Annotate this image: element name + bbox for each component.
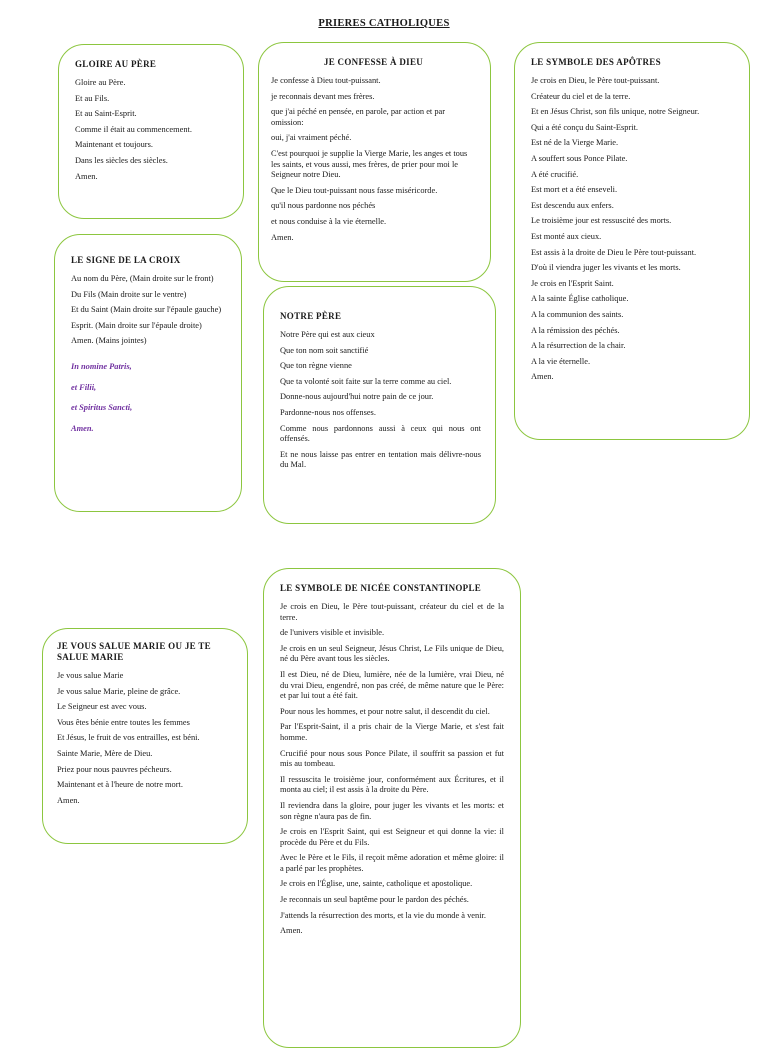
prayer-line: A la vie éternelle. <box>531 356 591 366</box>
prayer-line: Que le Dieu tout-puissant nous fasse miséricorde. <box>271 185 438 195</box>
prayer-line: Amen. <box>271 232 294 242</box>
prayer-line: Il est Dieu, né de Dieu, lumière, née de la lumière, vrai Dieu, né du vrai Dieu, engendré, non pas créé, de même nature que le Père: et par lui tout a été fait. <box>280 669 504 701</box>
prayer-line: Pour nous les hommes, et pour notre salut, il descendit du ciel. <box>280 706 490 716</box>
prayer-line: Qui a été conçu du Saint-Esprit. <box>531 122 638 132</box>
prayer-line: Il reviendra dans la gloire, pour juger les vivants et les morts: et son règne n'aura pas de fin. <box>280 800 504 821</box>
latin-line: In nomine Patris, <box>71 361 132 371</box>
prayer-line: Par l'Esprit-Saint, il a pris chair de la Vierge Marie, et s'est fait homme. <box>280 722 504 742</box>
prayer-line: Amen. <box>57 795 80 805</box>
prayer-line: qu'il nous pardonne nos péchés <box>271 201 376 211</box>
prayer-line: Pardonne-nous nos offenses. <box>280 407 376 417</box>
prayer-line: Je vous salue Marie <box>57 671 124 680</box>
prayer-line: Et en Jésus Christ, son fils unique, notre Seigneur. <box>531 107 700 117</box>
latin-line: et Filii, <box>71 382 97 392</box>
prayer-line: Comme nous pardonnons aussi à ceux qui nous ont offensés. <box>280 423 481 444</box>
prayer-line: Est descendu aux enfers. <box>531 200 614 210</box>
prayer-line: Je reconnais un seul baptême pour le pardon des péchés. <box>280 895 469 905</box>
prayer-line: C'est pourquoi je supplie la Vierge Marie, les anges et tous les saints, et vous aussi, mes frères, de prier pour moi le Seigneur notre Dieu. <box>271 148 468 180</box>
prayer-line: Du Fils (Main droite sur le ventre) <box>71 289 187 299</box>
prayer-line: Maintenant et à l'heure de notre mort. <box>57 780 183 790</box>
card-title: LE SYMBOLE DE NICÉE CONSTANTINOPLE <box>280 583 482 593</box>
prayer-line: A la communion des saints. <box>531 309 624 319</box>
prayer-line: A la résurrection de la chair. <box>531 341 626 351</box>
prayer-line: Amen. <box>531 372 554 382</box>
prayer-line: Amen. <box>75 171 98 181</box>
card-title: LE SYMBOLE DES APÔTRES <box>531 57 661 67</box>
card-title: NOTRE PÈRE <box>280 311 342 321</box>
prayer-line: Vous êtes bénie entre toutes les femmes <box>57 717 190 727</box>
prayer-line: Je crois en l'Esprit Saint. <box>531 278 614 288</box>
prayer-line: Comme il était au commencement. <box>75 124 192 134</box>
prayer-line: Que ta volonté soit faite sur la terre comme au ciel. <box>280 376 452 386</box>
prayer-line: A été crucifié. <box>531 169 579 179</box>
prayer-line: que j'ai péché en pensée, en parole, par action et par omission: <box>271 107 446 127</box>
prayer-line: Je crois en Dieu, le Père tout-puissant. <box>531 76 660 85</box>
prayer-line: Est assis à la droite de Dieu le Père tout-puissant. <box>531 247 697 257</box>
card-title: GLOIRE AU PÈRE <box>75 59 157 69</box>
gloire-au-pere-card <box>58 44 244 219</box>
prayer-line: Le troisième jour est ressuscité des morts. <box>531 216 672 226</box>
prayer-line: Esprit. (Main droite sur l'épaule droite) <box>71 320 202 330</box>
prayer-line: Est mort et a été enseveli. <box>531 185 618 195</box>
prayer-line: Je crois en l'Église, une, sainte, catholique et apostolique. <box>280 879 473 889</box>
prayer-line: Notre Père qui est aux cieux <box>280 330 375 339</box>
prayer-line: Dans les siècles des siècles. <box>75 155 168 165</box>
prayer-line: je reconnais devant mes frères. <box>271 91 375 101</box>
prayer-line: D'où il viendra juger les vivants et les morts. <box>531 263 681 273</box>
latin-line: et Spiritus Sancti, <box>71 403 133 413</box>
prayer-line: J'attends la résurrection des morts, et la vie du monde à venir. <box>280 910 486 920</box>
prayer-line: Que ton nom soit sanctifié <box>280 345 369 355</box>
prayer-line: A souffert sous Ponce Pilate. <box>531 153 628 163</box>
prayer-line: A la sainte Église catholique. <box>531 294 629 304</box>
prayer-line: Sainte Marie, Mère de Dieu. <box>57 748 153 758</box>
prayer-line: Gloire au Père. <box>75 78 126 87</box>
prayer-line: oui, j'ai vraiment péché. <box>271 133 352 143</box>
prayer-line: Que ton règne vienne <box>280 361 352 371</box>
prayer-line: Priez pour nous pauvres pécheurs. <box>57 764 172 774</box>
prayer-line: Est monté aux cieux. <box>531 231 602 241</box>
card-title: JE CONFESSE À DIEU <box>323 57 424 67</box>
prayer-line: Et au Saint-Esprit. <box>75 109 137 119</box>
prayer-line: Créateur du ciel et de la terre. <box>531 91 631 101</box>
card-title: LE SIGNE DE LA CROIX <box>71 255 181 265</box>
prayer-line: Et du Saint (Main droite sur l'épaule gauche) <box>71 305 222 315</box>
notre-pere-card <box>263 286 496 524</box>
je-vous-salue-marie-card <box>42 628 248 844</box>
prayer-line: Amen. (Mains jointes) <box>71 336 147 346</box>
page-title: PRIERES CATHOLIQUES <box>318 18 450 29</box>
prayer-line: Je vous salue Marie, pleine de grâce. <box>57 686 181 696</box>
prayer-line: Donne-nous aujourd'hui notre pain de ce jour. <box>280 392 434 402</box>
prayer-line: Je confesse à Dieu tout-puissant. <box>271 76 381 85</box>
prayer-line: A la rémission des péchés. <box>531 325 620 335</box>
prayer-line: Et ne nous laisse pas entrer en tentation mais délivre-nous du Mal. <box>280 449 481 470</box>
prayer-line: et nous conduise à la vie éternelle. <box>271 216 387 226</box>
card-title: JE VOUS SALUE MARIE OU JE TE SALUE MARIE <box>57 641 211 662</box>
prayer-line: Crucifié pour nous sous Ponce Pilate, il souffrit sa passion et fut mis au tombeau. <box>280 748 504 769</box>
prayer-line: Avec le Père et le Fils, il reçoit même adoration et même gloire: il a parlé par les prophètes. <box>280 853 504 873</box>
prayer-line: Est né de la Vierge Marie. <box>531 138 619 148</box>
prayer-line: Le Seigneur est avec vous. <box>57 702 147 712</box>
symbole-de-nicee-card <box>263 568 521 1048</box>
symbole-des-apotres-card <box>514 42 750 440</box>
je-confesse-card <box>258 42 491 282</box>
prayer-line: Et au Fils. <box>75 93 110 103</box>
prayer-line: Je crois en l'Esprit Saint, qui est Seigneur et qui donne la vie: il procède du Père et du Fils. <box>280 827 504 847</box>
prayer-line: Amen. <box>280 926 303 936</box>
prayer-line: Et Jésus, le fruit de vos entrailles, est béni. <box>57 733 200 743</box>
latin-line: Amen. <box>71 423 94 433</box>
prayer-line: Je crois en Dieu, le Père tout-puissant, créateur du ciel et de la terre. <box>280 602 504 622</box>
prayer-line: de l'univers visible et invisible. <box>280 628 385 638</box>
prayer-line: Je crois en un seul Seigneur, Jésus Christ, Le Fils unique de Dieu, né du Père avant tous les siècles. <box>280 643 504 664</box>
signe-de-la-croix-card <box>54 234 242 512</box>
prayer-line: Maintenant et toujours. <box>75 140 153 150</box>
prayer-line: Il ressuscita le troisième jour, conformément aux Écritures, et il monta au ciel; il est assis à la droite du Père. <box>280 774 504 795</box>
prayer-line: Au nom du Père, (Main droite sur le front) <box>71 274 214 283</box>
